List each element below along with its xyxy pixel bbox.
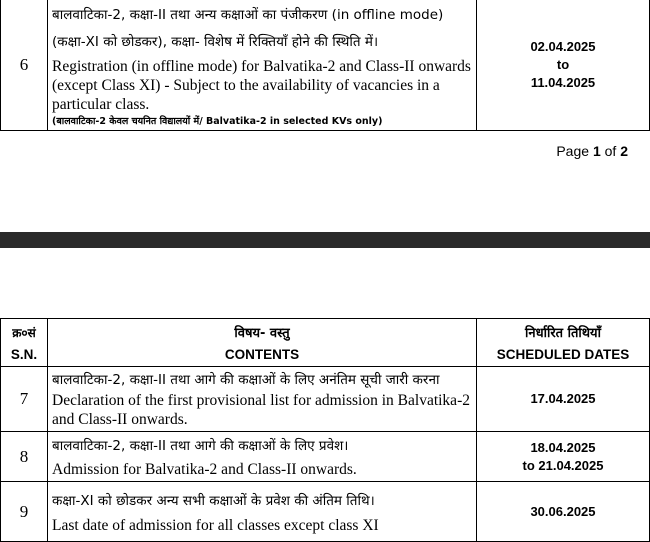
description-english: Last date of admission for all classes except class XI bbox=[52, 517, 379, 534]
page-of: of bbox=[600, 143, 621, 159]
header-contents-hindi: विषय- वस्तु bbox=[234, 326, 290, 341]
table-row bbox=[1, 432, 650, 482]
serial-number: 7 bbox=[1, 367, 48, 432]
description-english: Declaration of the first provisional list for admission in Balvatika-2 and Class-II onwards. bbox=[52, 392, 470, 428]
page-separator bbox=[0, 232, 650, 248]
row-description bbox=[48, 482, 477, 542]
date-to-word: to bbox=[556, 57, 570, 72]
header-contents bbox=[48, 319, 477, 367]
description-english: Admission for Balvatika-2 and Class-II onwards. bbox=[52, 461, 357, 478]
schedule-table-page2 bbox=[0, 318, 650, 542]
page-total: 2 bbox=[620, 143, 628, 159]
scheduled-date bbox=[477, 432, 650, 482]
row-description bbox=[48, 367, 477, 432]
header-contents-english: CONTENTS bbox=[224, 347, 300, 362]
date-to: to 21.04.2025 bbox=[522, 457, 604, 473]
description-hindi: बालवाटिका-2, कक्षा-II तथा आगे की कक्षाओं के लिए अनंतिम सूची जारी करना bbox=[52, 372, 440, 388]
row-description bbox=[48, 0, 477, 131]
table-row bbox=[1, 0, 650, 131]
header-dates-hindi: निर्धारित तिथियाँ bbox=[525, 326, 601, 341]
serial-number: 8 bbox=[1, 432, 48, 482]
header-dates-english: SCHEDULED DATES bbox=[496, 347, 630, 362]
table-row bbox=[1, 482, 650, 542]
header-dates bbox=[477, 319, 650, 367]
page-current: 1 bbox=[592, 143, 601, 159]
description-note: (बालवाटिका-2 केवल चयनित विद्यालयों में/ Balvatika-2 in selected KVs only) bbox=[52, 116, 383, 127]
scheduled-date: 30.06.2025 bbox=[477, 482, 650, 542]
description-hindi: कक्षा-XI को छोडकर अन्य सभी कक्षाओं के प्रवेश की अंतिम तिथि। bbox=[52, 493, 375, 509]
serial-number: 9 bbox=[1, 482, 48, 542]
schedule-table-page1 bbox=[0, 0, 650, 131]
description-hindi: बालवाटिका-2, कक्षा-II तथा आगे की कक्षाओं के लिए प्रवेश। bbox=[52, 438, 349, 454]
date-to: 11.04.2025 bbox=[530, 75, 596, 90]
date-from: 02.04.2025 bbox=[530, 39, 596, 54]
serial-number: 6 bbox=[1, 0, 48, 131]
scheduled-date: 17.04.2025 bbox=[477, 367, 650, 432]
date-from: 18.04.2025 bbox=[530, 439, 596, 455]
page-number bbox=[556, 143, 628, 159]
description-hindi: बालवाटिका-2, कक्षा-II तथा अन्य कक्षाओं का पंजीकरण (in offline mode) (कक्षा-XI को छोडकर), कक्षा- विशेष में रिक्तियाँ होने की स्थिति में। bbox=[52, 7, 444, 50]
table-header-row bbox=[1, 319, 650, 367]
row-description bbox=[48, 432, 477, 482]
description-english: Registration (in offline mode) for Balvatika-2 and Class-II onwards (except Class XI) - Subject to the availability of vacancies in a particular class. bbox=[52, 58, 471, 113]
page-label: Page bbox=[556, 143, 593, 159]
table-row bbox=[1, 367, 650, 432]
header-sn-english: S.N. bbox=[10, 346, 38, 362]
header-sn-hindi: क्र०सं bbox=[12, 325, 36, 340]
scheduled-date bbox=[477, 0, 650, 131]
header-sn bbox=[1, 319, 48, 367]
